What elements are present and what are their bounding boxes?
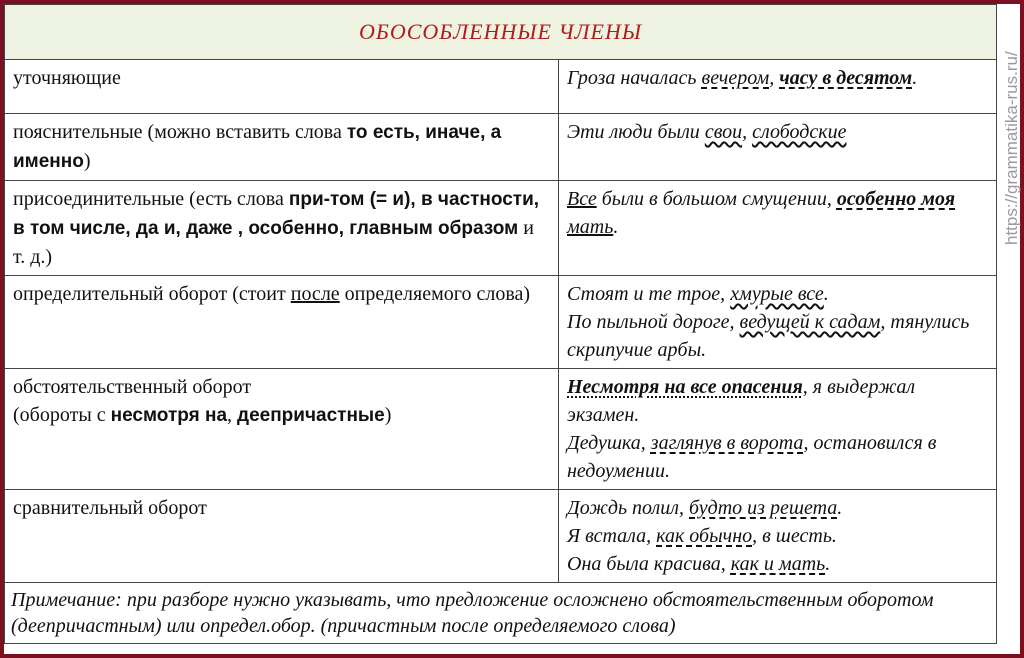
row-example: Гроза началась вечером, часу в десятом. — [559, 60, 997, 114]
row-example: Эти люди были свои, слободские — [559, 114, 997, 181]
note-row — [5, 583, 997, 644]
table-row — [5, 276, 997, 369]
table-title: ОБОСОБЛЕННЫЕ ЧЛЕНЫ — [5, 5, 997, 60]
row-type: определительный оборот (стоит после определяемого слова) — [5, 276, 559, 369]
table-row — [5, 181, 997, 276]
row-type: присоединительные (есть слова при-том (= и), в частности, в том числе, да и, даже , особенно, главным образом и т. д.) — [5, 181, 559, 276]
row-example: Дождь полил, будто из решета. Я встала, как обычно, в шесть. Она была красива, как и мать. — [559, 490, 997, 583]
row-type: обстоятельственный оборот (обороты с несмотря на, деепричастные) — [5, 369, 559, 490]
row-example: Несмотря на все опасения, я выдержал экзамен. Дедушка, заглянув в ворота, остановился в недоумении. — [559, 369, 997, 490]
table-row — [5, 369, 997, 490]
row-type: уточняющие — [5, 60, 559, 114]
watermark-url: https://grammatika-rus.ru/ — [1002, 51, 1021, 245]
row-example: Стоят и те трое, хмурые все. По пыльной дороге, ведущей к садам, тянулись скрипучие арбы. — [559, 276, 997, 369]
note-text: Примечание: при разборе нужно указывать, что предложение осложнено обстоятельственным оборотом (деепричастным) или определ.обор. (причастным после определяемого слова) — [5, 583, 997, 644]
row-example: Все были в большом смущении, особенно моя мать. — [559, 181, 997, 276]
table-row — [5, 114, 997, 181]
table-row — [5, 490, 997, 583]
rules-table — [4, 4, 997, 644]
row-type: пояснительные (можно вставить слова то есть, иначе, а именно) — [5, 114, 559, 181]
table-row — [5, 60, 997, 114]
title-row — [5, 5, 997, 60]
row-type: сравнительный оборот — [5, 490, 559, 583]
